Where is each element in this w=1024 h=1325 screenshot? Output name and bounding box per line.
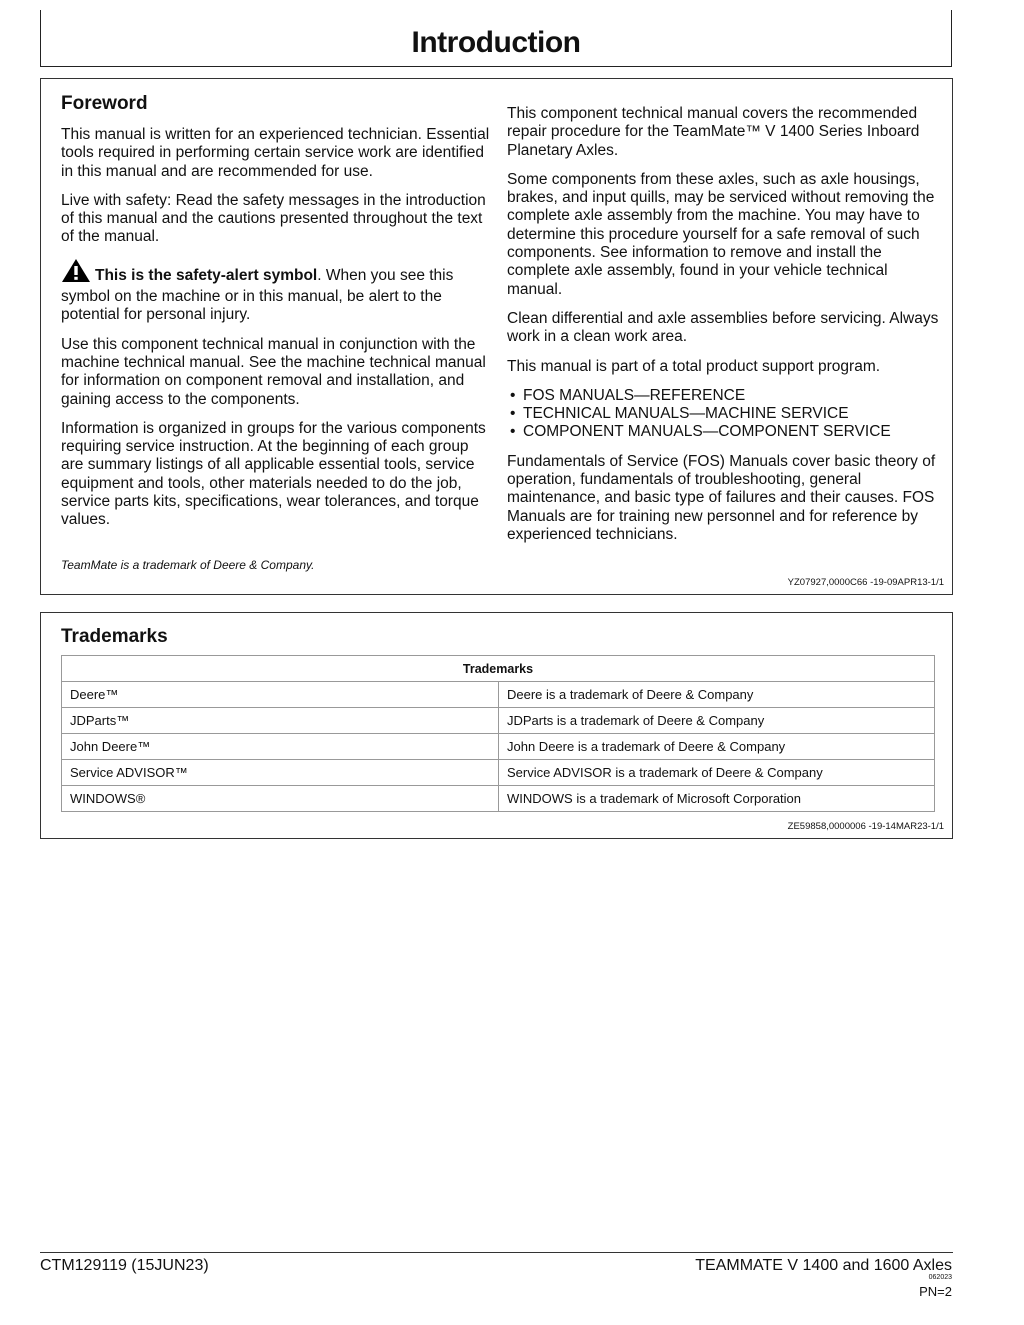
foreword-code: YZ07927,0000C66 -19-09APR13-1/1 — [787, 577, 944, 588]
list-item: • COMPONENT MANUALS—COMPONENT SERVICE — [507, 423, 939, 441]
foreword-right-column — [507, 105, 939, 555]
trademarks-code: ZE59858,0000006 -19-14MAR23-1/1 — [787, 821, 944, 832]
table-header: Trademarks — [62, 656, 935, 682]
page-title: Introduction — [411, 26, 581, 59]
trademark-name: WINDOWS® — [62, 786, 499, 812]
paragraph: Some components from these axles, such as axle housings, brakes, and input quills, may be serviced without removing the complete axle assembly from the machine. You may have to determine this procedure yourself for a safe removal of such components. See information to remove and install the complete axle assembly, found in your vehicle technical manual. — [507, 170, 935, 298]
trademarks-section — [40, 612, 953, 839]
paragraph: Use this component technical manual in conjunction with the machine technical manual. See the machine technical manual for information on component removal and installation, and gaining access to the components. — [61, 335, 486, 408]
paragraph: Fundamentals of Service (FOS) Manuals cover basic theory of operation, fundamentals of troubleshooting, general maintenance, and basic type of failures and their causes. FOS Manuals are for training new personnel and for reference by experienced technicians. — [507, 452, 936, 543]
table-row — [62, 708, 935, 734]
safety-alert-icon — [61, 258, 91, 288]
paragraph: Information is organized in groups for the various components requiring service instruction. At the beginning of each group are summary listings of all applicable essential tools, service equipment and tools, other materials needed to do the job, service parts kits, specifications, wear tolerances, and torque values. — [61, 419, 486, 529]
trademark-desc: WINDOWS is a trademark of Microsoft Corporation — [499, 786, 935, 812]
trademark-name: Deere™ — [62, 682, 499, 708]
foreword-title: Foreword — [61, 93, 148, 114]
safety-alert-text: . When you see this symbol on the machine or in this manual, be alert to the potential for personal injury. — [61, 266, 454, 324]
trademarks-title: Trademarks — [61, 626, 168, 647]
header-box — [40, 10, 952, 67]
trademark-name: JDParts™ — [62, 708, 499, 734]
list-item: • FOS MANUALS—REFERENCE — [507, 387, 939, 405]
footer-doc-id: CTM129119 (15JUN23) — [40, 1257, 209, 1274]
trademark-desc: Deere is a trademark of Deere & Company — [499, 682, 935, 708]
paragraph: This manual is part of a total product support program. — [507, 357, 881, 375]
trademark-footnote: TeamMate is a trademark of Deere & Company. — [61, 558, 315, 572]
table-row — [62, 734, 935, 760]
footer-divider — [40, 1252, 953, 1253]
trademark-desc: JDParts is a trademark of Deere & Company — [499, 708, 935, 734]
trademark-name: John Deere™ — [62, 734, 499, 760]
paragraph: Clean differential and axle assemblies before servicing. Always work in a clean work area. — [507, 309, 939, 346]
paragraph: This manual is written for an experienced technician. Essential tools required in performing certain service work are identified in this manual and are recommended for use. — [61, 126, 490, 180]
paragraph: This component technical manual covers the recommended repair procedure for the TeamMate™ V 1400 Series Inboard Planetary Axles. — [507, 105, 920, 159]
foreword-section — [40, 78, 953, 595]
safety-alert-label: This is the safety-alert symbol — [95, 266, 318, 284]
trademark-name: Service ADVISOR™ — [62, 760, 499, 786]
paragraph: Live with safety: Read the safety messages in the introduction of this manual and the cautions presented throughout the text of the manual. — [61, 191, 486, 246]
footer-manual-title: TEAMMATE V 1400 and 1600 Axles — [695, 1257, 952, 1274]
list-item: • TECHNICAL MANUALS—MACHINE SERVICE — [507, 405, 939, 423]
trademarks-table — [61, 655, 935, 812]
table-row — [62, 682, 935, 708]
manual-types-list — [507, 387, 939, 442]
foreword-left-column — [61, 126, 493, 541]
trademark-desc: John Deere is a trademark of Deere & Company — [499, 734, 935, 760]
trademark-desc: Service ADVISOR is a trademark of Deere & Company — [499, 760, 935, 786]
table-row — [62, 786, 935, 812]
safety-alert-paragraph — [61, 258, 493, 325]
footer-date-code: 062023 — [928, 1274, 952, 1281]
table-header-row — [62, 656, 935, 682]
page-number: PN=2 — [919, 1284, 952, 1299]
table-row — [62, 760, 935, 786]
